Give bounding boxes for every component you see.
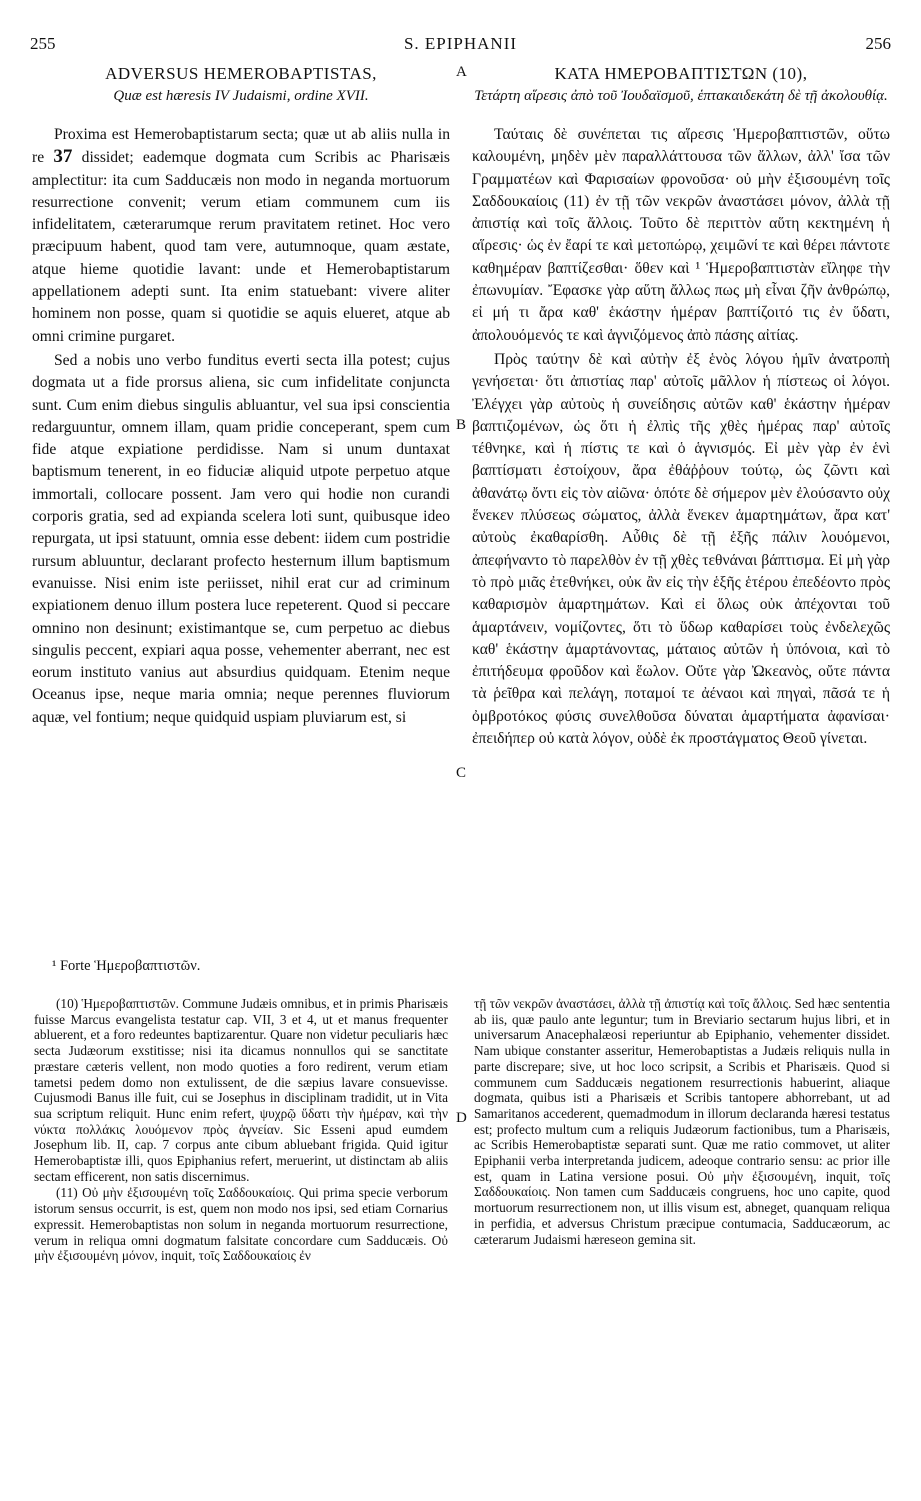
margin-marker-c: C	[456, 765, 467, 781]
greek-paragraph-2: Πρὸς ταύτην δὲ καὶ αὐτὴν ἐξ ἑνὸς λόγου ἡμῖν ἀνατροπὴ γενήσεται· ὅτι ἀπιστίας παρ' αὐτοῖς μᾶλλον ἡ πίστεως οἱ λόγοι. Ἐλέγχει γὰρ αὐτοὺς ἡ συνείδησις αὐτῶν καθ' ἑκάστην ἡμέραν βαπτιζομένων, ὡς ὅτι ἡ ἐλπὶς τῆς χθὲς ἡμέρας παρ' αὐτοῖς τέθνηκε, καὶ ἡ πίστις τε καὶ ὁ ἁγνισμός. Εἰ μὲν γὰρ ἐν ἑνὶ βαπτίσματι ἐστοίχουν, ἄρα ἐθάῤῥουν τούτῳ, ὡς ζῶντι καὶ ἀθανάτῳ ὄντι εἰς τὸν αἰῶνα· ὁπότε δὲ σήμερον μὲν ἐλούσαντο οὐχ ἕνεκεν πλύσεως σώματος, ἀλλὰ ἕνεκεν ἁμαρτημάτων, ἄρα κατ' αὐτοὺς ἐκαθαρίσθη. Αὖθις δὲ τῇ ἑξῆς πάλιν λουόμενοι, ἀπεφήναντο τὸ παρελθὸν ἐν τῇ χθὲς τεθνάναι βάπτισμα. Εἰ μὴ γὰρ τὸ πρὸ μιᾶς ἐτεθνήκει, οὐκ ἂν εἰς τὴν ἑξῆς ἑτέρου ἐπεδέοντο πρὸς καθαρισμὸν ἁμαρτημάτων. Καὶ εἰ ὅλως οὐκ ἀπέχονται τοῦ ἁμαρτάνειν, νομίζοντες, ὅτι τὸ ὕδωρ καθαρίσει τοὺς ἐνδελεχῶς καθ' ἑκάστην ἁμαρτάνοντας, μάταιος αὐτῶν ἡ ὑπόνοια, καὶ τὸ ἐπιτήδευμα φροῦδον καὶ ἕωλον. Οὔτε γὰρ Ὠκεανὸς, οὔτε πάντα τὰ ῥεῖθρα καὶ πελάγη, ποταμοί τε ἀέναοι καὶ πηγαὶ, πᾶσά τε ἡ ὀμβροτόκος φύσις συνελθοῦσα δύναται ἁμαρτήματα ἀφανίσαι· ἐπειδήπερ οὐ κατὰ λόγον, οὐδὲ ἐκ προστάγματος Θεοῦ γίνεται.	[472, 350, 890, 748]
latin-title: ADVERSUS HEMEROBAPTISTAS,	[105, 64, 377, 83]
greek-title: ΚΑΤΑ ΗΜΕΡΟΒΑΠΤΙΣΤΩΝ (10),	[554, 64, 808, 83]
page-number-right: 256	[865, 34, 891, 53]
greek-subtitle: Τετάρτη αἵρεσις ἀπὸ τοῦ Ἰουδαϊσμοῦ, ἑπτακαιδεκάτη δὲ τῇ ἀκολουθίᾳ.	[474, 88, 888, 104]
note-10: (10) Ἡμεροβαπτιστῶν. Commune Judæis omnibus, et in primis Pharisæis fuisse Marcus evangelista testatur cap. VII, 3 et 4, ut et manus frequenter abluerent, et a foro redeuntes baptizarentur. Quare non videtur peculiaris hæc secta Judæorum exstitisse; nisi ita dicamus nonnullos qui se sanctitate præstare cæteris vellent, non modo quoties a foro redirent, verum etiam tametsi pedem domo non extulissent, de die sæpius lavare consuevisse. Cujusmodi Banus ille fuit, cui se Josephus in disciplinam tradidit, ut in Vita sua scriptum reliquit. Hunc enim refert, ψυχρῷ ὕδατι τὴν ἡμέραν, καὶ τὴν νύκτα πολλάκις λουόμενον πρὸς ἁγνείαν. Sic Esseni apud eumdem Josephum lib. II, cap. 7 corpus ante cibum abluebant frigida. Quid igitur Hemerobaptistæ illi, quos Epiphanius refert, meruerint, ut distinctam ab aliis sectam efficerent, non satis discernimus.	[34, 996, 448, 1184]
latin-body	[32, 124, 450, 729]
margin-marker-b: B	[456, 417, 467, 433]
column-number: 37	[53, 146, 73, 168]
latin-subtitle: Quæ est hæresis IV Judaismi, ordine XVII.	[113, 88, 369, 104]
page-number-left: 255	[30, 34, 56, 53]
latin-column	[32, 62, 450, 729]
latin-paragraph-1-start: Proxima est Hemerobaptistarum secta; quæ ut ab aliis nulla in re	[32, 126, 450, 167]
latin-paragraph-1	[32, 124, 450, 348]
latin-paragraph-1-rest: dissidet; eademque dogmata cum Scribis ac Pharisæis amplectitur: ita cum Sadducæis non modo in neganda mortuorum resurrectione convenit; verum etiam communem cum iis infidelitatem, cæterarumque rerum pravitatem retinet. Hoc vero præcipuum habent, quod tam vere, autumnoque, quam æstate, atque hieme quotidie lavant: unde et Hemerobaptistarum appellationem adepti sunt. Ita enim statuebant: vivere aliter hominem non posse, quam si quotidie se aquis elueret, atque ab omni crimine purgaret.	[32, 149, 450, 345]
greek-paragraph-1: Ταύταις δὲ συνέπεται τις αἵρεσις Ἡμεροβαπτιστῶν, οὕτω καλουμένη, μηδὲν μὲν παραλλάττουσα τῶν ἄλλων, ἀλλ' ἴσα τῶν Γραμματέων καὶ Φαρισαίων φρονοῦσα· οὐ μὴν ἐξισουμένη τοῖς Σαδδουκαίοις (11) ἐν τῇ τῶν νεκρῶν ἀναστάσει μόνον, ἀλλὰ τῇ ἀπιστίᾳ καὶ τοῖς ἄλλοις. Τοῦτο δὲ περιττὸν αὕτη κεκτημένη ἡ αἵρεσις· ὡς ἐν ἔαρί τε καὶ μετοπώρῳ, χειμῶνί τε καὶ θέρει πάντοτε καθημέραν βαπτίζεσθαι· ὅθεν καὶ ¹ Ἡμεροβαπτιστὰν εἴληφε τὴν ἐπωνυμίαν. Ἔφασκε γὰρ αὕτη ἄλλως πως μὴ εἶναι ζῆν ἀνθρώπῳ, εἰ μή τι ἄρα καθ' ἑκάστην ἡμέραν βαπτίζοιτό τις ἐν ὕδατι, ἀπολουόμενός τε καὶ ἁγνιζόμενος ἀπὸ πάσης αἰτίας.	[472, 126, 890, 344]
note-11: (11) Οὐ μὴν ἐξισουμένη τοῖς Σαδδουκαίοις. Qui prima specie verborum istorum sensus occurrit, is est, quem non modo nos ipsi, sed etiam Cornarius expressit. Hemerobaptistas non solum in neganda mortuorum resurrectione, verum in reliqua omni dogmatum falsitate concordare cum Sadducæis. Οὐ μὴν ἐξισουμένη μόνον, inquit, τοῖς Σαδδουκαίοις ἐν	[34, 1185, 448, 1264]
greek-body	[472, 124, 890, 750]
margin-marker-d: D	[456, 1110, 467, 1126]
notes-right-column	[474, 996, 890, 1247]
notes-left-column	[34, 996, 448, 1264]
running-title: S. EPIPHANII	[403, 34, 518, 53]
latin-paragraph-2: Sed a nobis uno verbo funditus everti secta illa potest; cujus dogmata ut a fide prorsus aliena, sic cum infidelitate conjuncta sunt. Cum enim diebus singulis abluantur, vel sua ipsi conscientia redarguuntur, omnem illam, quam pridie conceperant, spem cum fide atque expiatione perdidisse. Nam si unum duntaxat baptismum tenerent, in eo fiduciæ aliquid utpote perpetuo atque immortali, collocare possent. Jam vero qui hodie non curandi corporis gratia, sed ad expianda scelera loti sunt, quibusque ideo repurgata, ut ipsi statuunt, omnia esse debent: iidem cum postridie rursum abluuntur, declarant profecto hesternum illum baptismum evanuisse. Nisi enim iste periisset, nihil erat cur ad criminum expiationem denuo illum postera luce repeterent. Quod si peccare omnino non desinunt; existimantque se, cum perpetuo ac diebus singulis peccent, expiari aqua posse, vehementer aberrant, nec est eorum instituto vanius aut absurdius quidquam. Etenim neque Oceanus ipse, neque maria omnia; neque perennes fluviorum aquæ, vel fontium; neque quidquid uspiam pluviarum est, si	[32, 351, 450, 726]
greek-column	[472, 62, 890, 750]
note-11-continued: τῇ τῶν νεκρῶν ἀναστάσει, ἀλλὰ τῇ ἀπιστίᾳ καὶ τοῖς ἄλλοις. Sed hæc sententia ab iis, quæ paulo ante leguntur; tum in Breviario sectarum hujus libri, et in universarum Anacephalæosi reperiuntur ab Epiphanio, vehementer dissidet. Nam ubique constanter asseritur, Hemerobaptistas a Judæis reliquis nulla in parte discrepare; sive, ut hoc loco scripsit, a Scribis et Pharisæis. Quod si communem cum Sadducæis negationem resurrectionis habuerint, aliaque dogmata, quibus isti a Pharisæis et Scribis tantopere abhorrebant, ut ad Samaritanos accederent, quemadmodum in illorum declaranda hæresi testatus est; profecto multum cum a reliquis Judæorum factionibus, tum a Pharisæis, ac Scribis Hemerobaptistæ separati sunt. Quæ me ratio commovet, ut aliter Epiphanii verba interpretanda judicem, adeoque contrario sensu: ac prior ille est, quam in Latina versione posui. Οὐ μὴν ἐξισουμένη, inquit, τοῖς Σαδδουκαίοις. Non tamen cum Sadducæis congruens, hoc uno capite, quod mortuorum resurrectionem non, ut illis visum est, abneget, quanquam reliqua in perfidia, et adversus Christum præcipue contumacia, Sadducæorum, ac cæterarum Judaismi hæreseon gemina sit.	[474, 996, 890, 1247]
margin-marker-a: A	[456, 64, 467, 80]
footnote: ¹ Forte Ἡμεροβαπτιστῶν.	[52, 958, 201, 974]
running-header	[30, 34, 891, 58]
